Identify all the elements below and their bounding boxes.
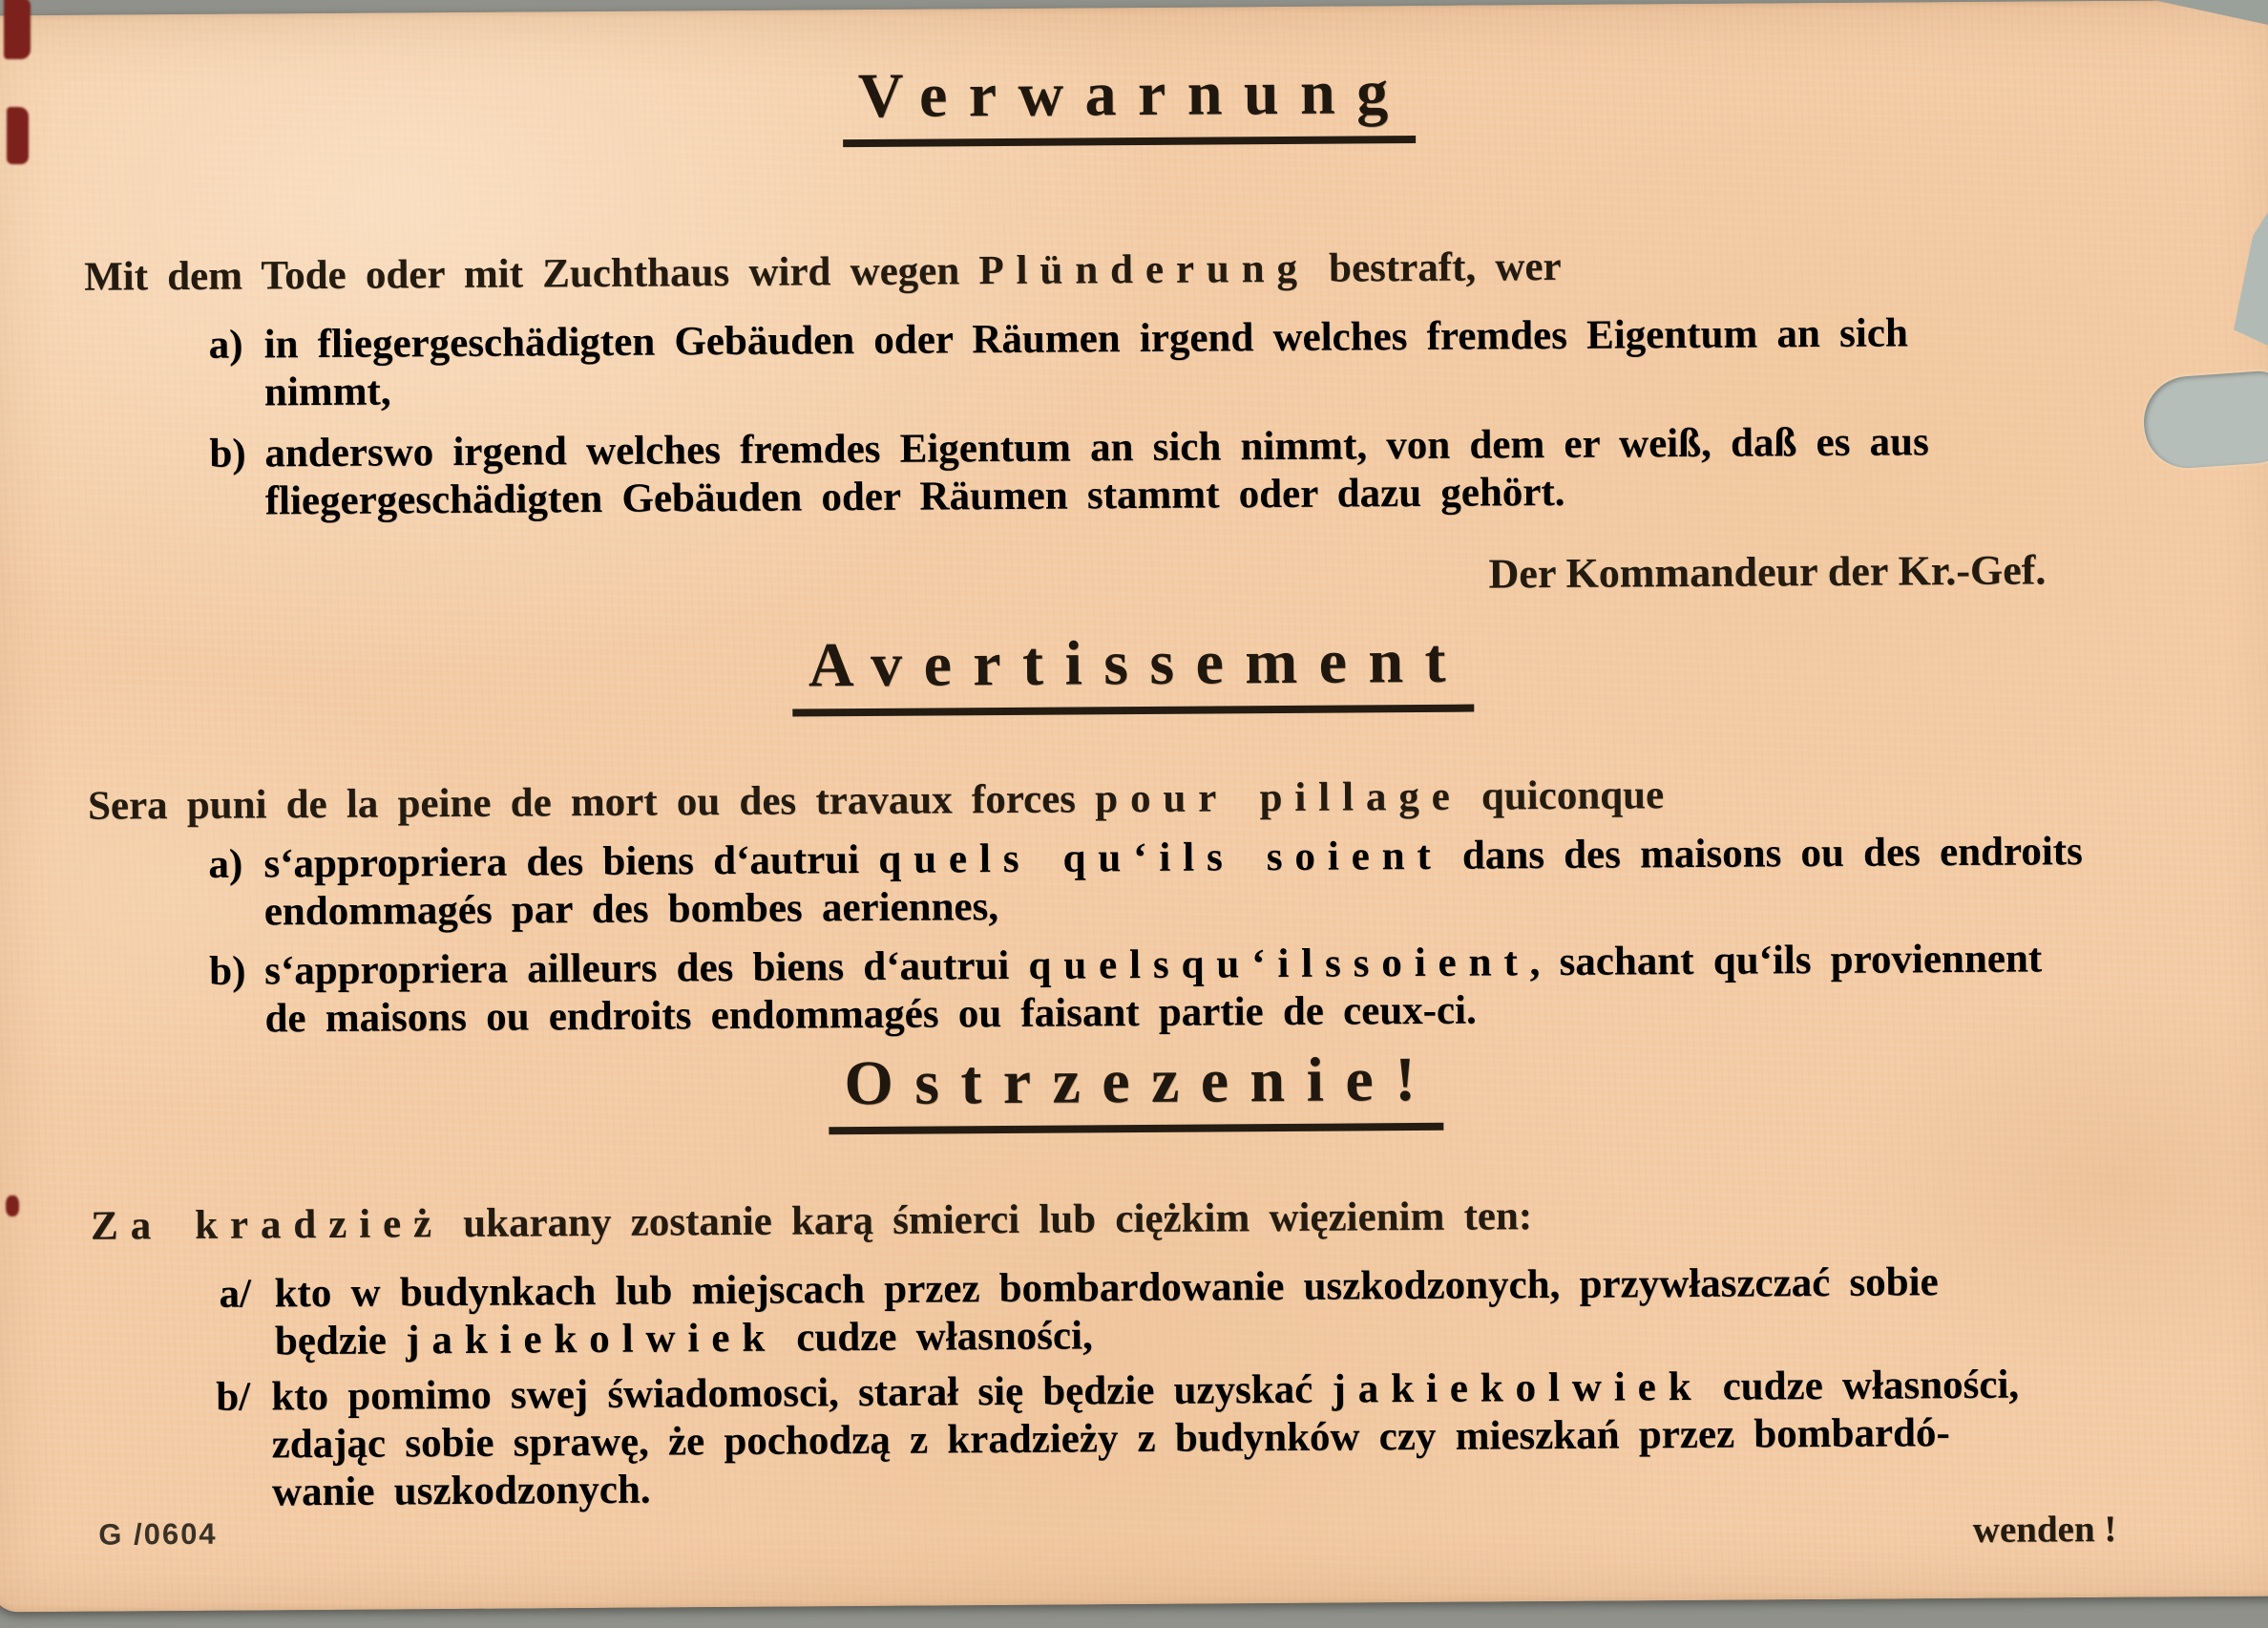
text-segment: nimmt, (263, 369, 391, 415)
text-line (84, 243, 1562, 302)
emphasized-spaced-text: quelsqu‘ilssoient (1028, 940, 1530, 988)
emphasized-spaced-text: jakiekolwiek (1332, 1364, 1704, 1412)
polish-item-b (216, 1362, 2020, 1517)
emphasized-spaced-text: quels qu‘ils soient (878, 833, 1443, 882)
section-french (0, 624, 2267, 723)
german-heading: Verwarnung (842, 61, 1416, 147)
text-segment: wanie uszkodzonych. (271, 1467, 651, 1515)
french-heading: Avertissement (792, 630, 1474, 717)
french-item-b (209, 935, 2043, 1043)
polish-item-a (219, 1258, 1939, 1366)
text-segment: quiconque (1461, 772, 1665, 819)
item-label: b) (209, 948, 246, 994)
section-polish (2, 1043, 2268, 1141)
emphasized-spaced-text: pour pillage (1095, 773, 1462, 822)
text-segment: Mit dem Tode oder mit Zuchthaus wird wegen (83, 248, 979, 300)
text-segment: de maisons ou endroits endommagés ou faisant partie de ceux-ci. (264, 987, 1477, 1042)
item-text (263, 309, 1908, 416)
turn-over-note: wenden ! (1972, 1508, 2117, 1551)
text-segment: dans des maisons ou des endroits (1442, 829, 2083, 878)
french-item-a (208, 828, 2083, 937)
text-segment: s‘appropriera des biens d‘autrui (263, 836, 879, 887)
emphasized-spaced-text: jakiekolwiek (405, 1315, 778, 1364)
text-segment: cudze własności, (1703, 1362, 2020, 1409)
text-segment: , sachant qu‘ils proviennent (1529, 936, 2043, 985)
item-label: a/ (219, 1271, 252, 1317)
emphasized-spaced-text: Za kradzież (90, 1201, 445, 1249)
text-line (88, 772, 1664, 831)
german-signature: Der Kommandeur der Kr.-Gef. (1488, 546, 2047, 598)
emphasized-spaced-text: Plünderung (978, 245, 1311, 294)
item-text (263, 828, 2083, 936)
item-label: a) (208, 841, 243, 887)
item-text (274, 1258, 1939, 1365)
text-segment: ukarany zostanie karą śmierci lub ciężkim więzienim ten: (443, 1194, 1533, 1247)
german-item-b (209, 418, 1929, 526)
polish-heading: Ostrzezenie! (829, 1048, 1444, 1134)
item-label: b/ (216, 1374, 251, 1420)
item-text (264, 935, 2043, 1043)
text-segment: kto pomimo swej świadomosci, starał się będzie uzyskać (271, 1366, 1333, 1420)
text-segment: Sera puni de la peine de mort ou des travaux forces (87, 776, 1096, 829)
french-intro (88, 772, 1664, 831)
polish-intro (91, 1193, 1532, 1251)
edge-red-mark (7, 107, 29, 164)
item-label: b) (209, 431, 246, 476)
text-segment: fliegergeschädigten Gebäuden oder Räumen stammt oder dazu gehört. (264, 469, 1565, 524)
text-line (91, 1193, 1532, 1251)
item-label: a) (208, 322, 243, 368)
text-segment: będzie (274, 1318, 407, 1364)
print-code: G /0604 (98, 1516, 218, 1552)
text-segment: kto w budynkach lub miejscach przez bombardowanie uszkodzonych, przywłaszczać sobie (274, 1259, 1939, 1317)
german-item-a (208, 309, 1908, 416)
item-text (271, 1362, 2020, 1517)
item-text (264, 418, 1929, 525)
text-segment: anderswo irgend welches fremdes Eigentum an sich nimmt, von dem er weiß, daß es aus (264, 419, 1929, 476)
text-segment: in fliegergeschädigten Gebäuden oder Räumen irgend welches fremdes Eigentum an sich (263, 310, 1908, 368)
text-segment: bestraft, wer (1309, 243, 1562, 291)
german-intro (84, 243, 1562, 302)
edge-red-mark (6, 1195, 19, 1216)
text-segment: cudze własności, (776, 1313, 1093, 1361)
section-german (0, 55, 2263, 154)
text-segment: s‘appropriera ailleurs des biens d‘autrui (264, 942, 1029, 994)
text-segment: zdając sobie sprawę, że pochodzą z kradzieży z budynków czy mieszkań przez bombardó- (271, 1410, 1950, 1468)
edge-red-mark (4, 0, 31, 59)
text-segment: endommagés par des bombes aeriennes, (263, 884, 999, 935)
